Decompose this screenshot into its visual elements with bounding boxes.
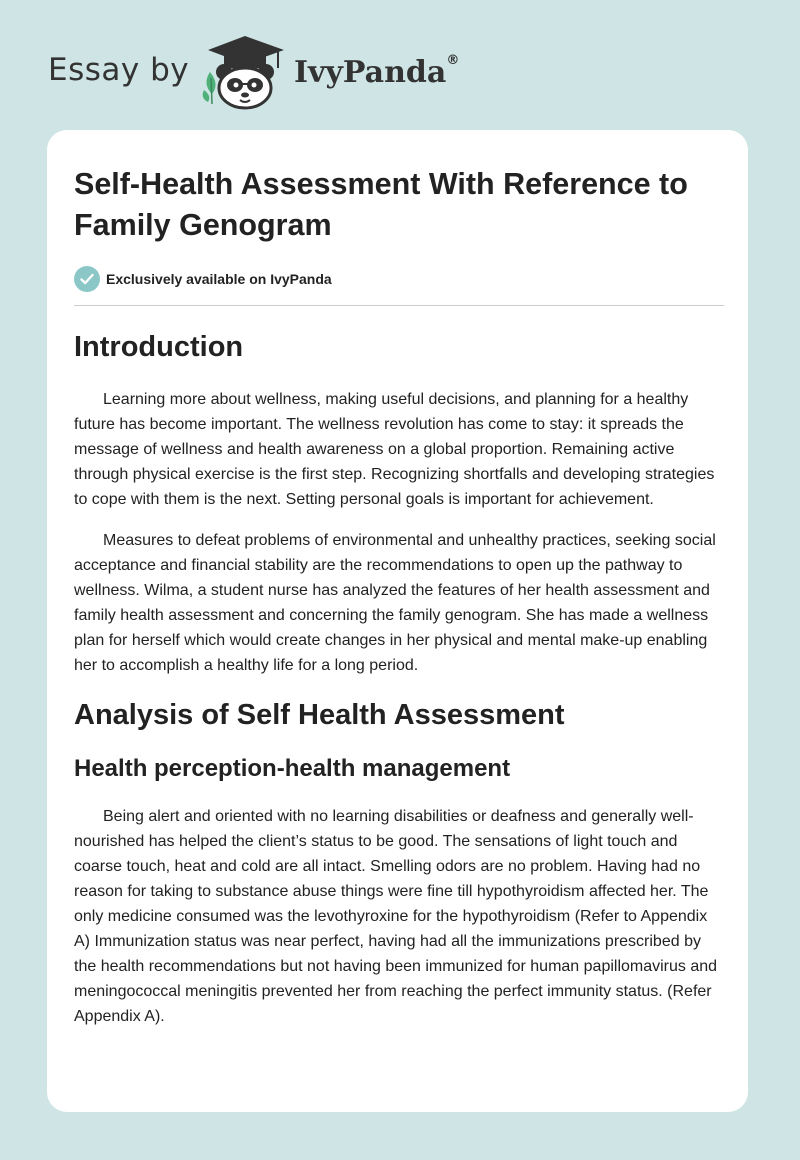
subsection-heading-health-perception: Health perception-health management [74, 755, 511, 782]
site-header [48, 30, 548, 110]
paragraph: Learning more about wellness, making useful decisions, and planning for a healthy future has become important. The wellness revolution has come to stay: it spreads the message of wellness and health awareness on a global proportion. Remaining active through physical exercise is the first step. Recognizing shortfalls and developing strategies to cope with them is the next. Setting personal goals is important for achievement. [74, 391, 715, 508]
checkmark-icon [74, 266, 100, 292]
exclusive-badge [74, 266, 724, 292]
essay-content [74, 164, 724, 1029]
essay-title: Self-Health Assessment With Reference to Family Genogram [74, 167, 688, 242]
essay-by-label: Essay by [48, 52, 190, 88]
section-heading-analysis: Analysis of Self Health Assessment [74, 699, 565, 731]
panda-logo-icon[interactable] [200, 32, 290, 110]
brand-name-text: IvyPanda [294, 55, 447, 90]
title-divider [74, 305, 724, 306]
essay-card [47, 130, 748, 1112]
paragraph: Measures to defeat problems of environmental and unhealthy practices, seeking social acceptance and financial stability are the recommendations to open up the pathway to wellness. Wilma, a student nurse has analyzed the features of her health assessment and family health assessment and concerning the family genogram. She has made a wellness plan for herself which would create changes in her physical and mental make-up enabling her to accomplish a healthy life for a long period. [74, 532, 716, 674]
registered-mark: ® [446, 53, 460, 68]
exclusive-label: Exclusively available on IvyPanda [106, 271, 332, 287]
section-heading-introduction: Introduction [74, 331, 244, 363]
brand-name[interactable] [294, 55, 459, 90]
paragraph: Being alert and oriented with no learning disabilities or deafness and generally well-nourished has helped the client’s status to be good. The sensations of light touch and coarse touch, heat and cold are all intact. Smelling odors are no problem. Having had no reason for taking to substance abuse things were fine till hypothyroidism affected her. The only medicine consumed was the levothyroxine for the hypothyroidism (Refer to Appendix A) Immunization status was near perfect, having had all the immunizations prescribed by the health recommendations but not having been immunized for human papillomavirus and meningococcal meningitis prevented her from reaching the perfect immunity status. (Refer Appendix A). [74, 808, 718, 1025]
